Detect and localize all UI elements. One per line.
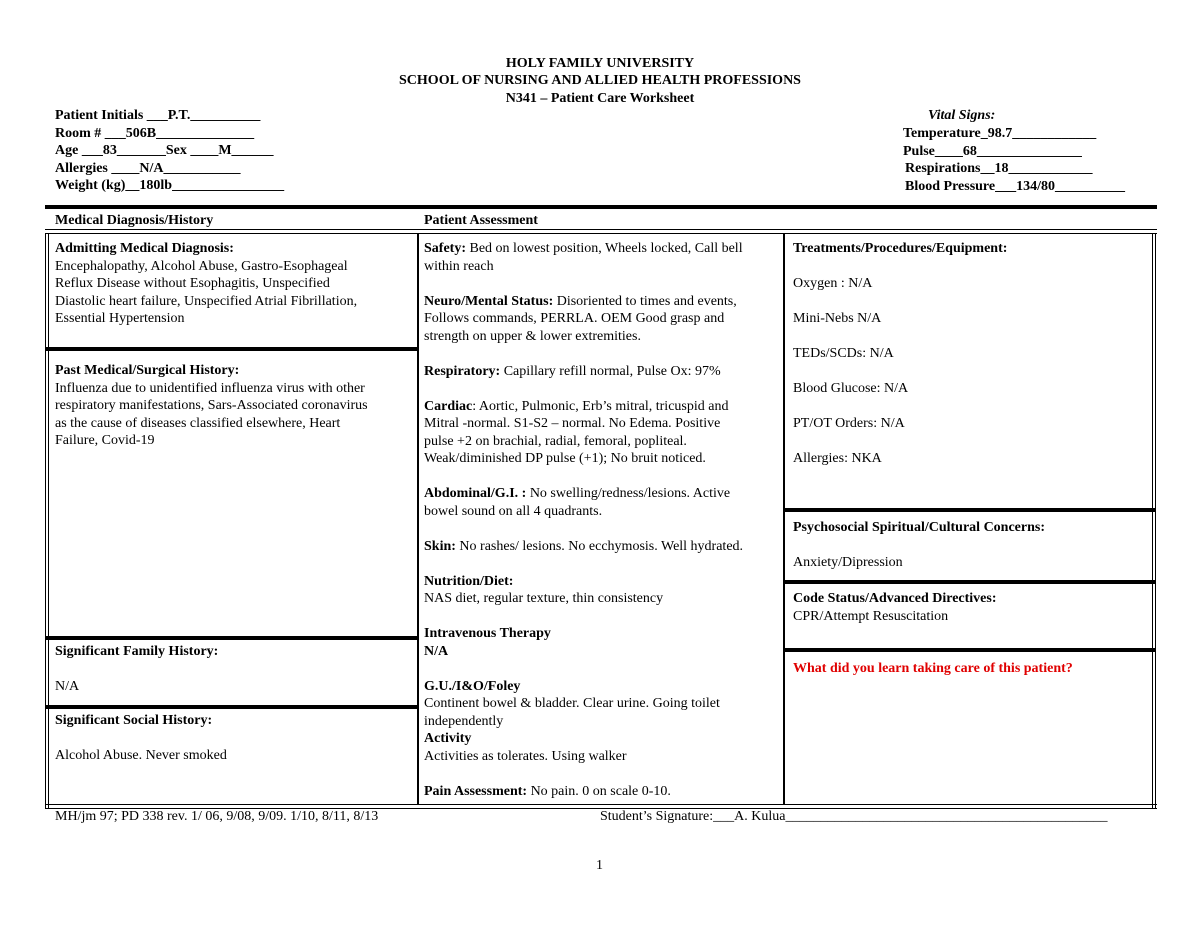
admitting-diagnosis-line: Essential Hypertension — [55, 311, 185, 326]
table-bottom-rule — [45, 804, 1157, 805]
section-divider — [45, 636, 417, 640]
abdominal-text: No swelling/redness/lesions. Active — [526, 486, 731, 501]
age-sex: Age ___83_______Sex ____M______ — [55, 143, 274, 158]
family-history-section — [55, 643, 415, 696]
code-status-text: CPR/Attempt Resuscitation — [793, 608, 949, 624]
section-divider — [785, 580, 1156, 584]
psychosocial-section — [793, 519, 1151, 572]
cardiac-text: pulse +2 on brachial, radial, femoral, popliteal. — [424, 433, 687, 449]
treatment-allergies-text: Allergies: NKA — [793, 451, 882, 466]
skin-label: Skin: — [424, 538, 456, 554]
respiratory-label: Respiratory: — [424, 363, 501, 379]
vital-signs — [903, 125, 1125, 195]
nutrition-label: Nutrition/Diet: — [424, 573, 514, 589]
mini-nebs-text: Mini-Nebs N/A — [793, 311, 882, 326]
abdominal-text: bowel sound on all 4 quadrants. — [424, 503, 603, 519]
respirations: Respirations__18____________ — [905, 161, 1093, 176]
admitting-diagnosis-line: Diastolic heart failure, Unspecified Atrial Fibrillation, — [55, 293, 358, 309]
pt-ot-orders-text: PT/OT Orders: N/A — [793, 416, 905, 431]
column-header-assessment: Patient Assessment — [424, 213, 538, 228]
skin-text: No rashes/ lesions. No ecchymosis. Well hydrated. — [455, 538, 744, 554]
pain-label: Pain Assessment: — [424, 783, 528, 799]
section-divider — [785, 508, 1156, 512]
family-history-title: Significant Family History: — [55, 644, 219, 659]
table-border — [1155, 233, 1156, 808]
patient-weight: Weight (kg)__180lb________________ — [55, 178, 285, 193]
neuro-text: strength on upper & lower extremities. — [424, 328, 641, 344]
psychosocial-title: Psychosocial Spiritual/Cultural Concerns: — [793, 520, 1046, 535]
table-border — [45, 233, 46, 808]
past-history-line: respiratory manifestations, Sars-Associated coronavirus — [55, 398, 368, 413]
blood-glucose-text: Blood Glucose: N/A — [793, 381, 909, 396]
respiratory-text: Capillary refill normal, Pulse Ox: 97% — [500, 363, 721, 379]
code-status-title: Code Status/Advanced Directives: — [793, 591, 997, 606]
page-number: 1 — [596, 858, 603, 873]
patient-assessment-section — [424, 240, 782, 800]
patient-allergies: Allergies ____N/A___________ — [55, 160, 241, 176]
family-history-text: N/A — [55, 679, 80, 694]
school-title: SCHOOL OF NURSING AND ALLIED HEALTH PROFESSIONS — [399, 73, 801, 88]
cardiac-text: : Aortic, Pulmonic, Erb’s mitral, tricuspid and — [472, 398, 729, 414]
pain-text: No pain. 0 on scale 0-10. — [527, 783, 671, 799]
safety-text: Bed on lowest position, Wheels locked, Call bell — [466, 241, 743, 256]
activity-text: Activities as tolerates. Using walker — [424, 748, 627, 764]
table-border — [1152, 233, 1153, 808]
revision-note: MH/jm 97; PD 338 rev. 1/ 06, 9/08, 9/09. 1/10, 8/11, 8/13 — [55, 809, 379, 824]
activity-label: Activity — [424, 731, 472, 746]
psychosocial-text: Anxiety/Dipression — [793, 555, 903, 570]
room-number: Room # ___506B______________ — [55, 125, 255, 141]
neuro-label: Neuro/Mental Status: — [424, 293, 554, 309]
nutrition-text: NAS diet, regular texture, thin consistency — [424, 591, 664, 606]
treatments-title: Treatments/Procedures/Equipment: — [793, 241, 1008, 256]
column-divider — [417, 233, 419, 805]
abdominal-label: Abdominal/G.I. : — [424, 486, 527, 501]
vital-signs-title: Vital Signs: — [928, 108, 996, 123]
neuro-text: Follows commands, PERRLA. OEM Good grasp and — [424, 311, 725, 326]
pulse: Pulse____68_______________ — [903, 143, 1082, 159]
cardiac-label: Cardiac — [424, 398, 473, 414]
iv-therapy-text: N/A — [424, 643, 449, 659]
table-border — [48, 233, 49, 808]
past-history-line: Failure, Covid-19 — [55, 433, 155, 448]
social-history-section — [55, 712, 415, 765]
column-divider — [783, 233, 785, 805]
gu-text: Continent bowel & bladder. Clear urine. Going toilet — [424, 696, 720, 711]
oxygen-text: Oxygen : N/A — [793, 276, 873, 291]
safety-label: Safety: — [424, 241, 466, 256]
past-history-section — [55, 362, 415, 450]
cardiac-text: Weak/diminished DP pulse (+1); No bruit noticed. — [424, 451, 706, 466]
blood-pressure: Blood Pressure___134/80__________ — [905, 178, 1125, 194]
worksheet-title: N341 – Patient Care Worksheet — [505, 91, 695, 106]
column-header-history: Medical Diagnosis/History — [55, 213, 214, 228]
cardiac-text: Mitral -normal. S1-S2 – normal. No Edema. Positive — [424, 416, 721, 431]
learning-prompt: What did you learn taking care of this patient? — [793, 661, 1073, 676]
past-history-line: as the cause of diseases classified elsewhere, Heart — [55, 415, 341, 431]
past-history-title: Past Medical/Surgical History: — [55, 363, 240, 378]
admitting-diagnosis-section — [55, 240, 415, 328]
table-top-rule — [45, 205, 1157, 209]
social-history-title: Significant Social History: — [55, 713, 213, 728]
patient-info — [55, 107, 284, 195]
university-title: HOLY FAMILY UNIVERSITY — [505, 56, 695, 71]
social-history-text: Alcohol Abuse. Never smoked — [55, 748, 227, 763]
temperature: Temperature_98.7____________ — [903, 126, 1097, 141]
table-rule — [45, 233, 1157, 234]
student-signature: Student’s Signature:___A. Kulua______________________________________________ — [600, 809, 1108, 824]
section-divider — [785, 648, 1156, 652]
section-divider — [45, 347, 417, 351]
code-status-section — [793, 590, 1151, 625]
admitting-diagnosis-line: Encephalopathy, Alcohol Abuse, Gastro-Esophageal — [55, 258, 348, 274]
teds-scds-text: TEDs/SCDs: N/A — [793, 346, 894, 361]
gu-text: independently — [424, 713, 504, 729]
past-history-line: Influenza due to unidentified influenza virus with other — [55, 380, 365, 396]
iv-therapy-label: Intravenous Therapy — [424, 626, 551, 641]
gu-label: G.U./I&O/Foley — [424, 678, 521, 694]
safety-text: within reach — [424, 258, 494, 274]
admitting-diagnosis-line: Reflux Disease without Esophagitis, Unspecified — [55, 276, 330, 291]
neuro-text: Disoriented to times and events, — [553, 293, 737, 309]
learning-section — [793, 660, 1151, 678]
treatments-section — [793, 240, 1151, 468]
section-divider — [45, 705, 417, 709]
admitting-diagnosis-title: Admitting Medical Diagnosis: — [55, 241, 234, 256]
patient-initials: Patient Initials ___P.T.__________ — [55, 108, 261, 123]
